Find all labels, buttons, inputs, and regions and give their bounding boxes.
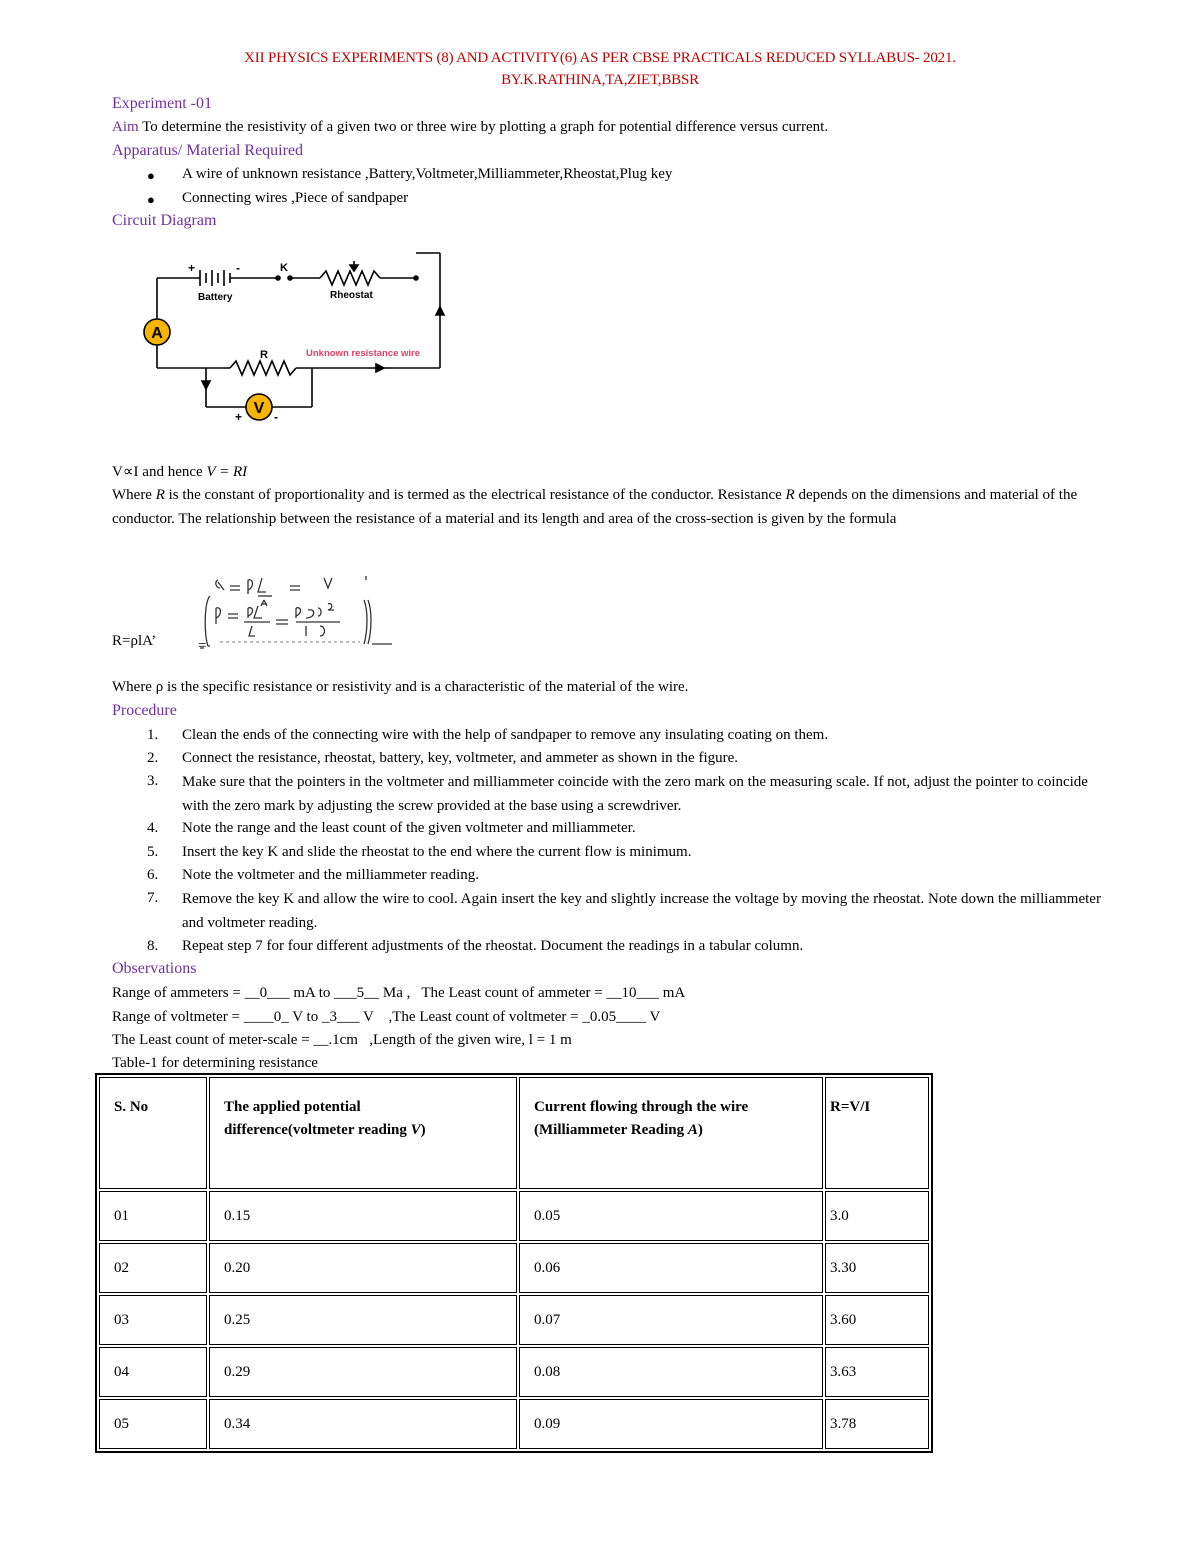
para-text: is the constant of proportionality and is termed as the electrical resistance of the conductor. Resistance	[164, 487, 786, 503]
header-text: The applied potential	[224, 1099, 361, 1115]
procedure-step: Make sure that the pointers in the voltmeter and milliammeter coincide with the zero mark on the measuring scale. If not, adjust the pointer to coincide with the zero mark by adjusting the screw provided at the base using a screwdriver.	[182, 774, 1088, 814]
ohm-law-line	[112, 462, 247, 481]
resistor-label: R	[260, 349, 268, 361]
formula-equals: =	[198, 638, 207, 654]
cell-sno: 04	[99, 1347, 207, 1397]
step-number: 3.	[147, 773, 159, 789]
cell-sno: 02	[99, 1243, 207, 1293]
table-header-row	[99, 1077, 929, 1189]
experiment-heading: Experiment -01	[112, 95, 212, 112]
header-sno: S. No	[99, 1077, 207, 1189]
cell-current: 0.07	[519, 1295, 823, 1345]
bullet-icon: ●	[147, 192, 155, 207]
header-text: Current flowing through the wire	[534, 1099, 749, 1115]
para-symbol: R	[155, 487, 165, 503]
header-voltage	[209, 1077, 517, 1189]
key-label: K	[280, 262, 288, 274]
step-number: 5.	[147, 844, 159, 860]
table-row	[99, 1243, 929, 1293]
cell-voltage: 0.34	[209, 1399, 517, 1449]
header-text: )	[420, 1122, 426, 1138]
procedure-step: Insert the key K and slide the rheostat to the end where the current flow is minimum.	[182, 844, 692, 860]
para-text: Where	[112, 487, 156, 503]
procedure-step: Repeat step 7 for four different adjustments of the rheostat. Document the readings in a tabular column.	[182, 938, 804, 954]
cell-current: 0.09	[519, 1399, 823, 1449]
aim-text: To determine the resistivity of a given two or three wire by plotting a graph for potential difference versus current.	[138, 119, 829, 135]
cell-current: 0.08	[519, 1347, 823, 1397]
document-title-line1: XII PHYSICS EXPERIMENTS (8) AND ACTIVITY(6) AS PER CBSE PRACTICALS REDUCED SYLLABUS- 2021.	[244, 50, 956, 66]
header-symbol: A	[687, 1122, 698, 1138]
step-number: 6.	[147, 867, 159, 883]
table-caption: Table-1 for determining resistance	[112, 1055, 318, 1071]
cell-current: 0.05	[519, 1191, 823, 1241]
header-symbol: V	[410, 1122, 421, 1138]
aim-line	[112, 119, 828, 136]
apparatus-item: Connecting wires ,Piece of sandpaper	[182, 190, 409, 206]
table-row	[99, 1399, 929, 1449]
ohm-law-equation: V = RI	[206, 464, 248, 480]
header-text: )	[697, 1122, 703, 1138]
cell-resistance: 3.78	[825, 1399, 929, 1449]
resistivity-line: Where ρ is the specific resistance or resistivity and is a characteristic of the material of the wire.	[112, 679, 689, 695]
voltmeter-label: V	[253, 400, 265, 417]
para-text: depends on the dimensions and material of the conductor. The relationship between the resistance of a material and its length and area of the cross-section is given by the formula	[112, 487, 1078, 527]
header-text: difference(voltmeter reading	[224, 1122, 411, 1138]
procedure-step: Clean the ends of the connecting wire with the help of sandpaper to remove any insulating coating on them.	[182, 727, 829, 743]
circuit-heading: Circuit Diagram	[112, 212, 217, 229]
header-text: (Milliammeter Reading	[534, 1122, 688, 1138]
table-row	[99, 1191, 929, 1241]
battery-plus-label: +	[188, 261, 196, 275]
observations-heading: Observations	[112, 960, 197, 977]
resistance-paragraph	[112, 483, 1102, 531]
cell-sno: 05	[99, 1399, 207, 1449]
observation-line: The Least count of meter-scale = __.1cm ,Length of the given wire, l = 1 m	[112, 1032, 572, 1048]
procedure-step: Note the range and the least count of the given voltmeter and milliammeter.	[182, 820, 636, 836]
cell-resistance: 3.63	[825, 1347, 929, 1397]
cell-current: 0.06	[519, 1243, 823, 1293]
cell-voltage: 0.25	[209, 1295, 517, 1345]
aim-label: Aim	[112, 119, 139, 135]
formula-left: R=ρlA’	[112, 633, 157, 649]
table-row	[99, 1347, 929, 1397]
cell-voltage: 0.20	[209, 1243, 517, 1293]
procedure-step: Note the voltmeter and the milliammeter reading.	[182, 867, 479, 883]
cell-resistance: 3.60	[825, 1295, 929, 1345]
apparatus-heading: Apparatus/ Material Required	[112, 142, 304, 159]
battery-label: Battery	[198, 292, 233, 303]
step-number: 2.	[147, 750, 159, 766]
cell-resistance: 3.30	[825, 1243, 929, 1293]
resistance-table	[95, 1073, 933, 1453]
rheostat-label: Rheostat	[330, 290, 373, 301]
circuit-diagram	[140, 245, 450, 425]
table-row	[99, 1295, 929, 1345]
observation-line: Range of voltmeter = ____0_ V to _3___ V ,The Least count of voltmeter = _0.05____ V	[112, 1009, 661, 1025]
wire-label: Unknown resistance wire	[306, 348, 421, 359]
bullet-icon: ●	[147, 168, 155, 183]
step-number: 8.	[147, 938, 159, 954]
ohm-law-prefix: V∝I and hence	[112, 464, 207, 480]
header-resistance: R=V/I	[825, 1077, 929, 1189]
apparatus-item: A wire of unknown resistance ,Battery,Voltmeter,Milliammeter,Rheostat,Plug key	[182, 166, 673, 182]
para-symbol: R	[785, 487, 795, 503]
step-number: 1.	[147, 727, 159, 743]
document-title-line2: BY.K.RATHINA,TA,ZIET,BBSR	[501, 72, 699, 88]
header-current	[519, 1077, 823, 1189]
handwritten-formula-image	[196, 572, 396, 654]
cell-voltage: 0.29	[209, 1347, 517, 1397]
cell-sno: 01	[99, 1191, 207, 1241]
procedure-step: Remove the key K and allow the wire to cool. Again insert the key and slightly increase the voltage by moving the rheostat. Note down the milliammeter and voltmeter reading.	[182, 891, 1101, 931]
battery-minus-label: -	[236, 261, 240, 275]
observation-line: Range of ammeters = __0___ mA to ___5__ Ma , The Least count of ammeter = __10___ mA	[112, 985, 686, 1001]
cell-sno: 03	[99, 1295, 207, 1345]
voltmeter-plus-label: +	[235, 410, 243, 424]
procedure-step: Connect the resistance, rheostat, battery, key, voltmeter, and ammeter as shown in the figure.	[182, 750, 739, 766]
step-number: 4.	[147, 820, 159, 836]
procedure-heading: Procedure	[112, 702, 177, 719]
voltmeter-minus-label: -	[274, 410, 278, 424]
step-number: 7.	[147, 890, 159, 906]
ammeter-label: A	[151, 325, 163, 342]
cell-resistance: 3.0	[825, 1191, 929, 1241]
cell-voltage: 0.15	[209, 1191, 517, 1241]
